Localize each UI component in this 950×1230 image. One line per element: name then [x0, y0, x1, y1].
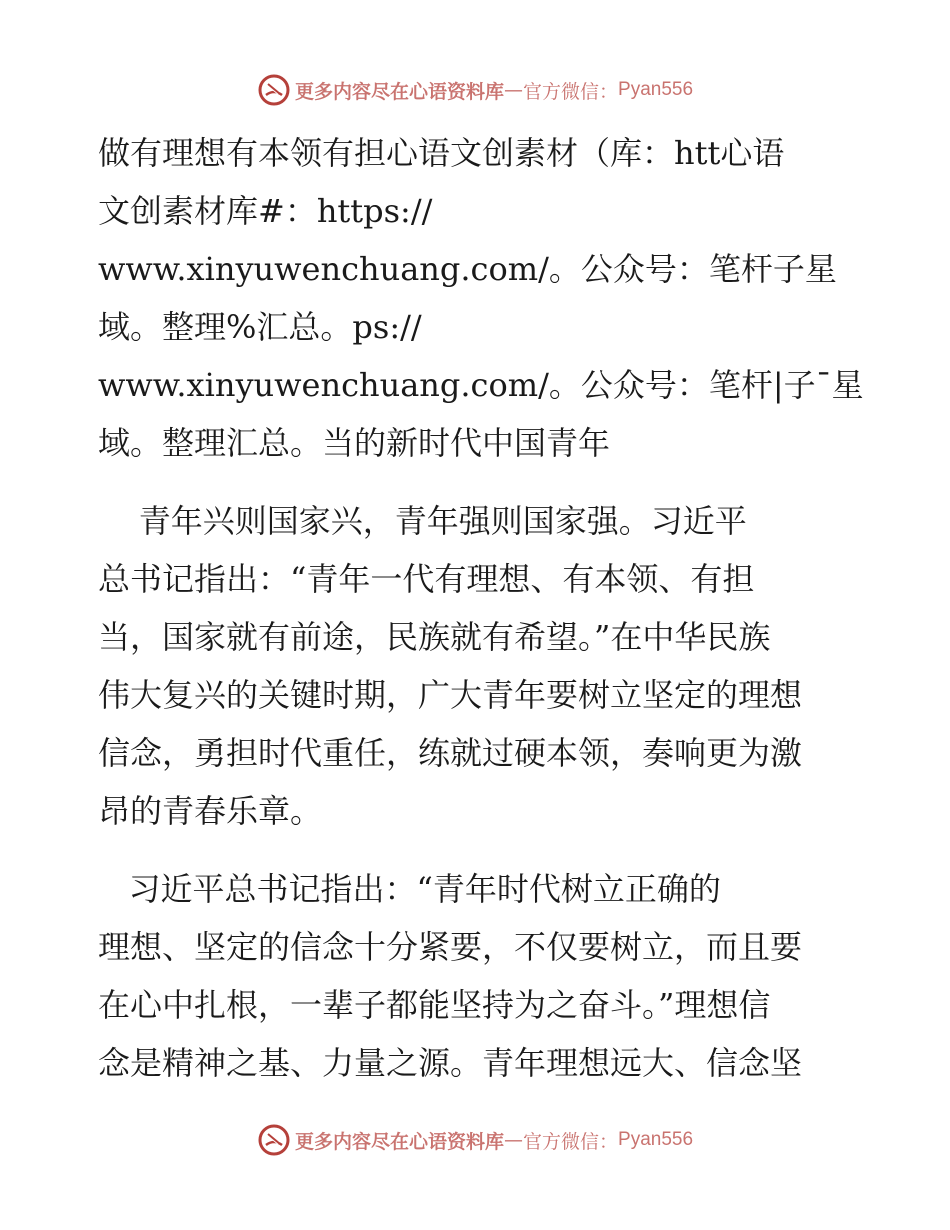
book-pen-icon: [257, 73, 291, 107]
text-line: 文创素材库#：https://: [98, 192, 433, 230]
colon: ：: [599, 80, 619, 103]
paragraph-2: [98, 860, 850, 1092]
paragraph-1: [98, 492, 850, 840]
text-line: www.xinyuwenchuang.com/。公众号：笔杆|子¯星: [98, 366, 864, 404]
text-line: 总书记指出：“青年一代有理想、有本领、有担: [98, 560, 755, 598]
colon: ：: [599, 1130, 619, 1153]
text-line: 理想、坚定的信念十分紧要，不仅要树立，而且要: [98, 928, 803, 966]
text-line: 域。整理%汇总。ps://: [98, 308, 422, 346]
site-name: 更多内容尽在心语资料库: [294, 80, 504, 103]
text-line: 信念，勇担时代重任，练就过硬本领，奏响更为激: [98, 734, 803, 772]
wechat-label: 官方微信: [522, 80, 599, 103]
wechat-id: Pyan556: [618, 1129, 694, 1150]
dash-separator: —: [503, 79, 523, 101]
text-line: 域。整理汇总。当的新时代中国青年: [98, 424, 611, 462]
site-name: 更多内容尽在心语资料库: [294, 1130, 504, 1153]
book-pen-icon: [257, 1123, 291, 1157]
header-watermark: [0, 70, 950, 110]
text-line: www.xinyuwenchuang.com/。公众号：笔杆子星: [98, 250, 837, 288]
dash-separator: —: [503, 1129, 523, 1151]
text-line: 做有理想有本领有担心语文创素材（库：htt心语: [98, 134, 785, 172]
wechat-id: Pyan556: [618, 79, 694, 100]
footer-watermark: [0, 1120, 950, 1160]
text-line: 习近平总书记指出：“青年时代树立正确的: [98, 870, 721, 908]
text-line: 在心中扎根，一辈子都能坚持为之奋斗。”理想信: [98, 986, 771, 1024]
wechat-label: 官方微信: [522, 1130, 599, 1153]
text-line: 当，国家就有前途，民族就有希望。”在中华民族: [98, 618, 771, 656]
document-body: [98, 124, 864, 1092]
text-line: 念是精神之基、力量之源。青年理想远大、信念坚: [98, 1044, 803, 1082]
text-line: 昂的青春乐章。: [98, 792, 323, 830]
text-line: 青年兴则国家兴，青年强则国家强。习近平: [98, 502, 747, 540]
text-line: 伟大复兴的关键时期，广大青年要树立坚定的理想: [98, 676, 803, 714]
